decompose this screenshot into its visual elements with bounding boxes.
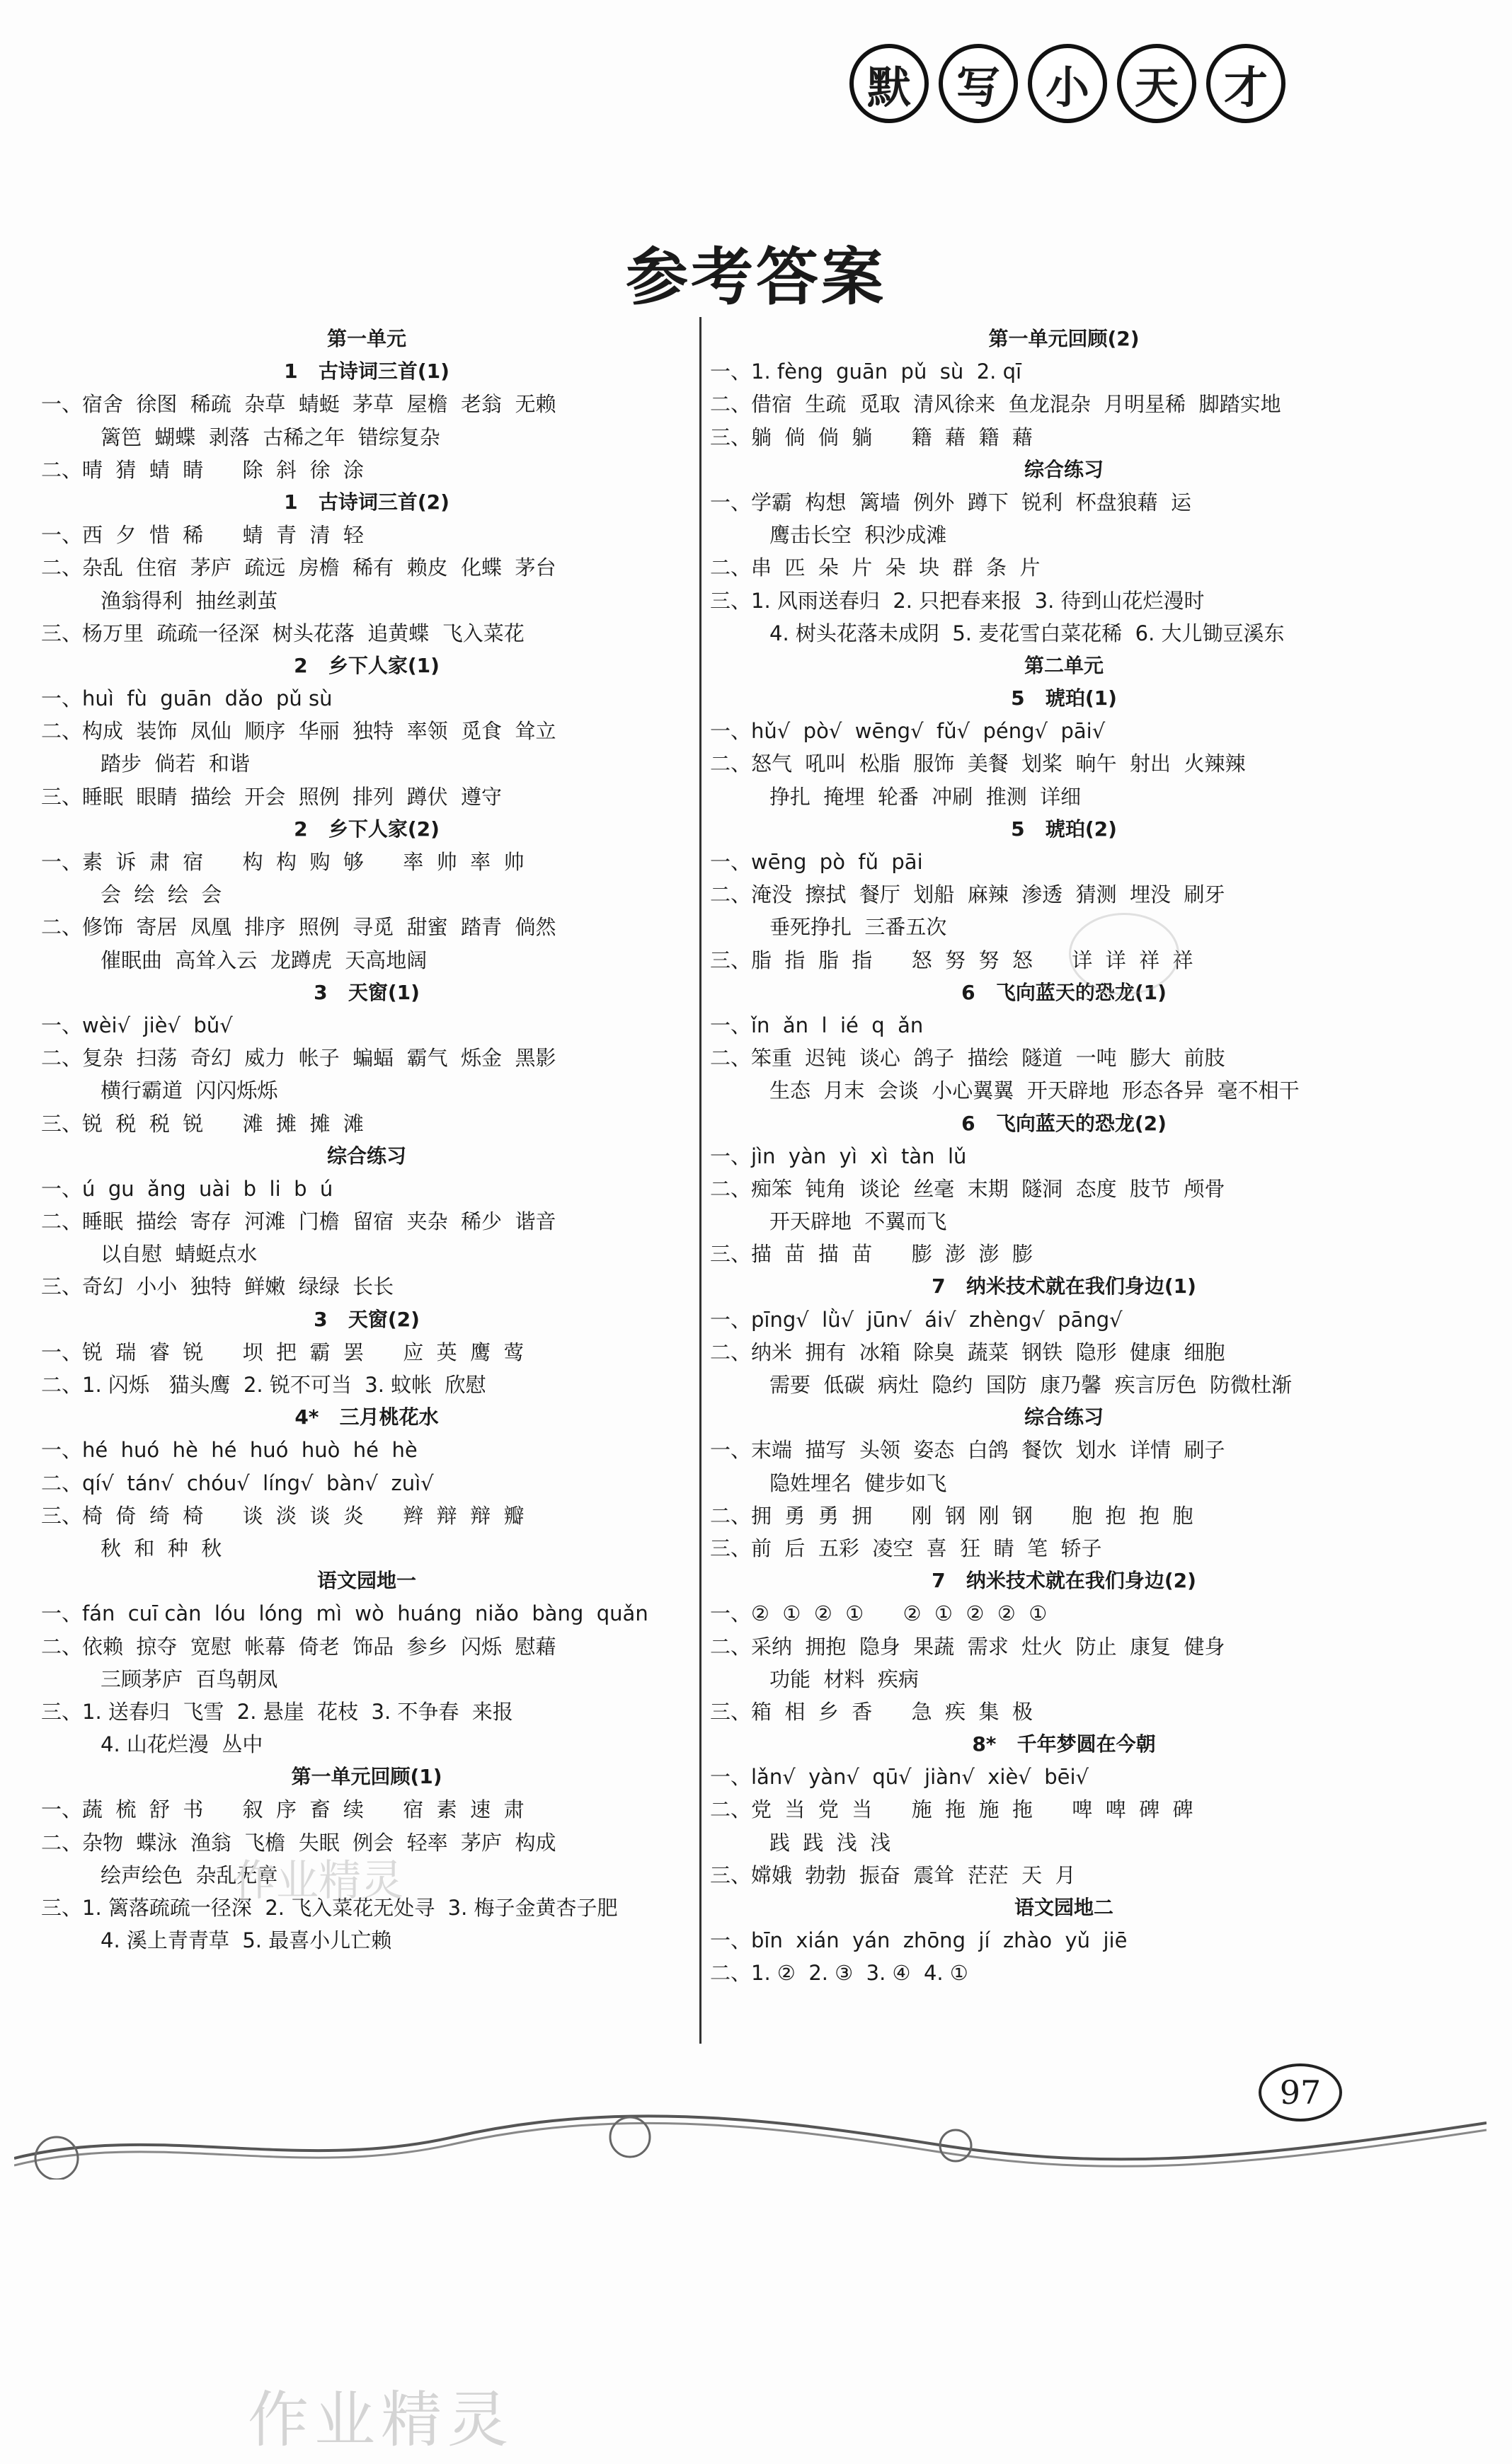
answer-line: 三、躺 倘 倘 躺 籍 藉 籍 藉 — [710, 425, 1033, 449]
answer-line: 生态 月末 会谈 小心翼翼 开天辟地 形态各异 毫不相干 — [769, 1078, 1300, 1103]
answer-line: 开天辟地 不翼而飞 — [769, 1209, 947, 1234]
section-heading: 综合练习 — [1024, 1405, 1104, 1429]
answer-line: 一、学霸 构想 篱墙 例外 蹲下 锐利 杯盘狼藉 运 — [710, 490, 1192, 514]
answer-line: 二、晴 猜 蜻 睛 除 斜 徐 涂 — [41, 457, 364, 482]
brand-char: 写 — [939, 44, 1018, 123]
section-heading: 综合练习 — [1024, 457, 1104, 481]
section-heading: 8* 千年梦圆在今朝 — [972, 1732, 1156, 1756]
answer-line: 二、党 当 党 当 施 拖 施 拖 啤 啤 碑 碑 — [710, 1797, 1193, 1822]
answer-line: 二、修饰 寄居 凤凰 排序 照例 寻觅 甜蜜 踏青 倘然 — [41, 915, 556, 940]
answer-line: 一、② ① ② ① ② ① ② ② ① — [710, 1601, 1048, 1626]
answer-line: 三、1. 篱落疏疏一径深 2. 飞入菜花无处寻 3. 梅子金黄杏子肥 — [41, 1896, 618, 1920]
section-heading: 1 古诗词三首(1) — [284, 359, 449, 384]
answer-line: 践 践 浅 浅 — [769, 1830, 891, 1855]
answer-line: 二、拥 勇 勇 拥 刚 钢 刚 钢 胞 抱 抱 胞 — [710, 1503, 1193, 1528]
section-heading: 第一单元 — [326, 327, 406, 350]
answer-line: 三、杨万里 疏疏一径深 树头花落 追黄蝶 飞入菜花 — [41, 621, 525, 645]
answer-line: 二、睡眠 描绘 寄存 河滩 门檐 留宿 夹杂 稀少 谐音 — [41, 1209, 556, 1234]
column-divider — [699, 317, 701, 2044]
answer-line: 二、纳米 拥有 冰箱 除臭 蔬菜 钢铁 隐形 健康 细胞 — [710, 1340, 1225, 1364]
answer-line: 功能 材料 疾病 — [769, 1666, 919, 1691]
answer-line: 二、笨重 迟钝 谈心 鸽子 描绘 隧道 一吨 膨大 前肢 — [710, 1046, 1225, 1071]
answer-line: 二、采纳 拥抱 隐身 果蔬 需求 灶火 防止 康复 健身 — [710, 1634, 1225, 1659]
section-heading: 5 琥珀(1) — [1011, 686, 1117, 710]
answer-line: 三、描 苗 描 苗 膨 澎 澎 膨 — [710, 1242, 1033, 1267]
section-heading: 5 琥珀(2) — [1011, 817, 1117, 841]
right-column — [710, 323, 1418, 1990]
answer-line: 隐姓埋名 健步如飞 — [769, 1470, 947, 1495]
answer-line: 二、痴笨 钝角 谈论 丝毫 末期 隧洞 态度 肢节 颅骨 — [710, 1176, 1225, 1201]
answer-line: 一、wēng pò fǔ pāi — [710, 850, 923, 874]
section-heading: 6 飞向蓝天的恐龙(2) — [961, 1111, 1167, 1135]
section-heading: 第一单元回顾(1) — [291, 1765, 442, 1789]
answer-line: 三、嫦娥 勃勃 振奋 震耸 茫茫 天 月 — [710, 1863, 1076, 1887]
left-column — [41, 323, 692, 1957]
section-heading: 语文园地一 — [316, 1569, 416, 1593]
watermark-logo: 作业精灵 — [234, 1856, 403, 1906]
answer-line: 二、qí√ tán√ chóu√ líng√ bàn√ zuì√ — [41, 1470, 434, 1495]
answer-line: 二、依赖 掠夺 宽慰 帐幕 倚老 饰品 参乡 闪烁 慰藉 — [41, 1634, 556, 1659]
section-heading: 2 乡下人家(1) — [294, 653, 440, 677]
answer-line: 一、huì fù guān dǎo pǔ sù — [41, 686, 333, 711]
answer-line: 一、hǔ√ pò√ wēng√ fǔ√ péng√ pāi√ — [710, 719, 1106, 744]
answer-line: 二、构成 装饰 凤仙 顺序 华丽 独特 率领 觅食 耸立 — [41, 719, 556, 744]
answer-line: 二、怒气 吼叫 松脂 服饰 美餐 划桨 晌午 射出 火辣辣 — [710, 752, 1246, 776]
answer-line: 三、锐 税 税 锐 滩 摊 摊 滩 — [41, 1111, 364, 1136]
answer-line: 4. 树头花落未成阴 5. 麦花雪白菜花稀 6. 大儿锄豆溪东 — [769, 621, 1285, 645]
answer-line: 一、hé huó hè hé huó huò hé hè — [41, 1438, 418, 1463]
answer-line: 二、杂物 蝶泳 渔翁 飞檐 失眠 例会 轻率 茅庐 构成 — [41, 1830, 556, 1855]
answer-line: 二、复杂 扫荡 奇幻 威力 帐子 蝙蝠 霸气 烁金 黑影 — [41, 1046, 556, 1071]
answer-line: 三、1. 风雨送春归 2. 只把春来报 3. 待到山花烂漫时 — [710, 588, 1205, 613]
section-heading: 4* 三月桃花水 — [294, 1405, 439, 1429]
answer-line: 二、杂乱 住宿 茅庐 疏远 房檐 稀有 赖皮 化蝶 茅台 — [41, 555, 556, 580]
answer-line: 一、jìn yàn yì xì tàn lǔ — [710, 1144, 967, 1168]
answer-line: 二、串 匹 朵 片 朵 块 群 条 片 — [710, 555, 1041, 580]
answer-line: 鹰击长空 积沙成滩 — [769, 523, 947, 548]
answer-line: 一、ú gu ǎng uài b li b ú — [41, 1176, 333, 1201]
answer-line: 一、蔬 梳 舒 书 叙 序 畜 续 宿 素 速 肃 — [41, 1797, 525, 1822]
section-heading: 第二单元 — [1024, 653, 1104, 677]
answer-line: 挣扎 掩埋 轮番 冲刷 推测 详细 — [769, 784, 1082, 809]
answer-line: 三、椅 倚 绮 椅 谈 淡 谈 炎 辫 辩 辩 瓣 — [41, 1503, 525, 1528]
answer-line: 一、末端 描写 头领 姿态 白鸽 餐饮 划水 详情 刷子 — [710, 1438, 1225, 1463]
answer-line: 二、淹没 擦拭 餐厅 划船 麻辣 渗透 猜测 埋没 刷牙 — [710, 882, 1225, 907]
section-heading: 第一单元回顾(2) — [988, 327, 1140, 350]
answer-line: 一、西 夕 惜 稀 蜻 青 清 轻 — [41, 523, 364, 548]
brand-char: 小 — [1028, 44, 1107, 123]
answer-line: 三、前 后 五彩 凌空 喜 狂 睛 笔 轿子 — [710, 1536, 1102, 1560]
section-heading: 7 纳米技术就在我们身边(1) — [932, 1274, 1196, 1299]
answer-line: 需要 低碳 病灶 隐约 国防 康乃馨 疾言厉色 防微杜渐 — [769, 1373, 1293, 1397]
answer-line: 三、脂 指 脂 指 怒 努 努 怒 详 详 祥 祥 — [710, 948, 1193, 972]
answer-line: 三、箱 相 乡 香 急 疾 集 极 — [710, 1699, 1033, 1724]
answer-line: 绘声绘色 杂乱无章 — [101, 1863, 278, 1887]
answer-line: 一、wèi√ jiè√ bǔ√ — [41, 1013, 233, 1037]
brand-char: 默 — [849, 44, 929, 123]
answer-line: 一、1. fèng guān pǔ sù 2. qī — [710, 359, 1022, 384]
answer-line: 二、1. ② 2. ③ 3. ④ 4. ① — [710, 1961, 968, 1986]
section-heading: 7 纳米技术就在我们身边(2) — [932, 1569, 1196, 1593]
answer-line: 一、fán cuī càn lóu lóng mì wò huáng niǎo bàng quǎn — [41, 1601, 648, 1626]
brand-char: 才 — [1206, 44, 1285, 123]
answer-line: 一、pīng√ lǜ√ jūn√ ái√ zhèng√ pāng√ — [710, 1307, 1123, 1332]
answer-line: 一、bīn xián yán zhōng jí zhào yǔ jiē — [710, 1928, 1128, 1953]
page-number: 97 — [1259, 2063, 1342, 2122]
page-title: 参考答案 — [625, 240, 886, 313]
section-heading: 1 古诗词三首(2) — [284, 490, 449, 514]
answer-line: 三、奇幻 小小 独特 鲜嫩 绿绿 长长 — [41, 1274, 394, 1299]
brand-logo — [849, 44, 1285, 123]
brand-char: 天 — [1117, 44, 1196, 123]
answer-line: 一、lǎn√ yàn√ qū√ jiàn√ xiè√ bēi√ — [710, 1765, 1089, 1790]
answer-line: 二、借宿 生疏 觅取 清风徐来 鱼龙混杂 月明星稀 脚踏实地 — [710, 392, 1281, 417]
answer-line: 一、ǐn ǎn l ié q ǎn — [710, 1013, 924, 1037]
answer-line: 垂死挣扎 三番五次 — [769, 915, 947, 940]
answer-line: 三、1. 送春归 飞雪 2. 悬崖 花枝 3. 不争春 来报 — [41, 1699, 513, 1724]
answer-line: 横行霸道 闪闪烁烁 — [101, 1078, 278, 1103]
section-heading: 3 天窗(2) — [314, 1307, 420, 1331]
answer-line: 踏步 倘若 和谐 — [101, 752, 250, 776]
answer-line: 篱笆 蝴蝶 剥落 古稀之年 错综复杂 — [101, 425, 440, 449]
answer-line: 一、宿舍 徐图 稀疏 杂草 蜻蜓 茅草 屋檐 老翁 无赖 — [41, 392, 556, 417]
answer-line: 一、素 诉 肃 宿 构 构 购 够 率 帅 率 帅 — [41, 850, 525, 874]
answer-line: 一、锐 瑞 睿 锐 坝 把 霸 罢 应 英 鹰 莺 — [41, 1340, 525, 1364]
section-heading: 2 乡下人家(2) — [294, 817, 440, 841]
answer-line: 三、睡眠 眼睛 描绘 开会 照例 排列 蹲伏 遵守 — [41, 784, 503, 809]
answer-line: 渔翁得利 抽丝剥茧 — [101, 588, 278, 613]
answer-line: 会 绘 绘 会 — [101, 882, 222, 907]
answer-line: 4. 山花烂漫 丛中 — [101, 1732, 263, 1757]
answer-line: 催眠曲 高耸入云 龙蹲虎 天高地阔 — [101, 948, 428, 972]
section-heading: 3 天窗(1) — [314, 980, 420, 1004]
answer-line: 以自慰 蜻蜓点水 — [101, 1242, 258, 1267]
answer-line: 4. 溪上青青草 5. 最喜小儿亡赖 — [101, 1928, 392, 1953]
stamp-watermark — [1069, 913, 1179, 995]
section-heading: 语文园地二 — [1014, 1896, 1113, 1919]
watermark-logo: 作业精灵 — [248, 2385, 514, 2456]
answer-line: 秋 和 种 秋 — [101, 1536, 222, 1560]
section-heading: 综合练习 — [326, 1144, 406, 1168]
answer-line: 二、1. 闪烁 猫头鹰 2. 锐不可当 3. 蚊帐 欣慰 — [41, 1373, 486, 1397]
answer-line: 三顾茅庐 百鸟朝凤 — [101, 1666, 278, 1691]
section-heading: 6 飞向蓝天的恐龙(1) — [961, 980, 1167, 1004]
